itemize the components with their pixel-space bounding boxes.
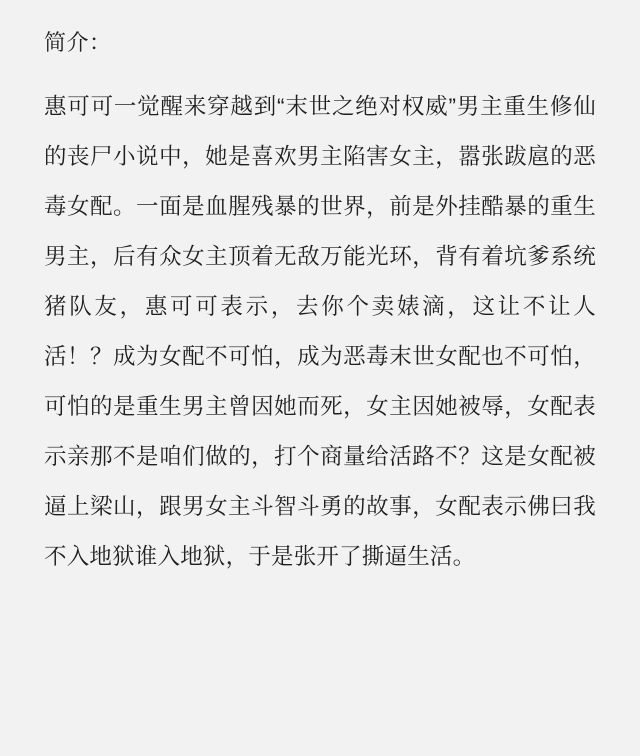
synopsis-body: 惠可可一觉醒来穿越到“末世之绝对权威”男主重生修仙的丧尸小说中，她是喜欢男主陷害女主，嚣张跋扈的恶毒女配。一面是血腥残暴的世界，前是外挂酷暴的重生男主，后有众女主顶着无敌万能光环，背有着坑爹系统猪队友，惠可可表示，去你个卖婊滴，这让不让人活！？成为女配不可怕，成为恶毒末世女配也不可怕，可怕的是重生男主曾因她而死，女主因她被辱，女配表示亲那不是咱们做的，打个商量给活路不？这是女配被逼上梁山，跟男女主斗智斗勇的故事，女配表示佛曰我不入地狱谁入地狱，于是张开了撕逼生活。 [44,94,596,569]
section-heading: 简介： [44,30,112,55]
